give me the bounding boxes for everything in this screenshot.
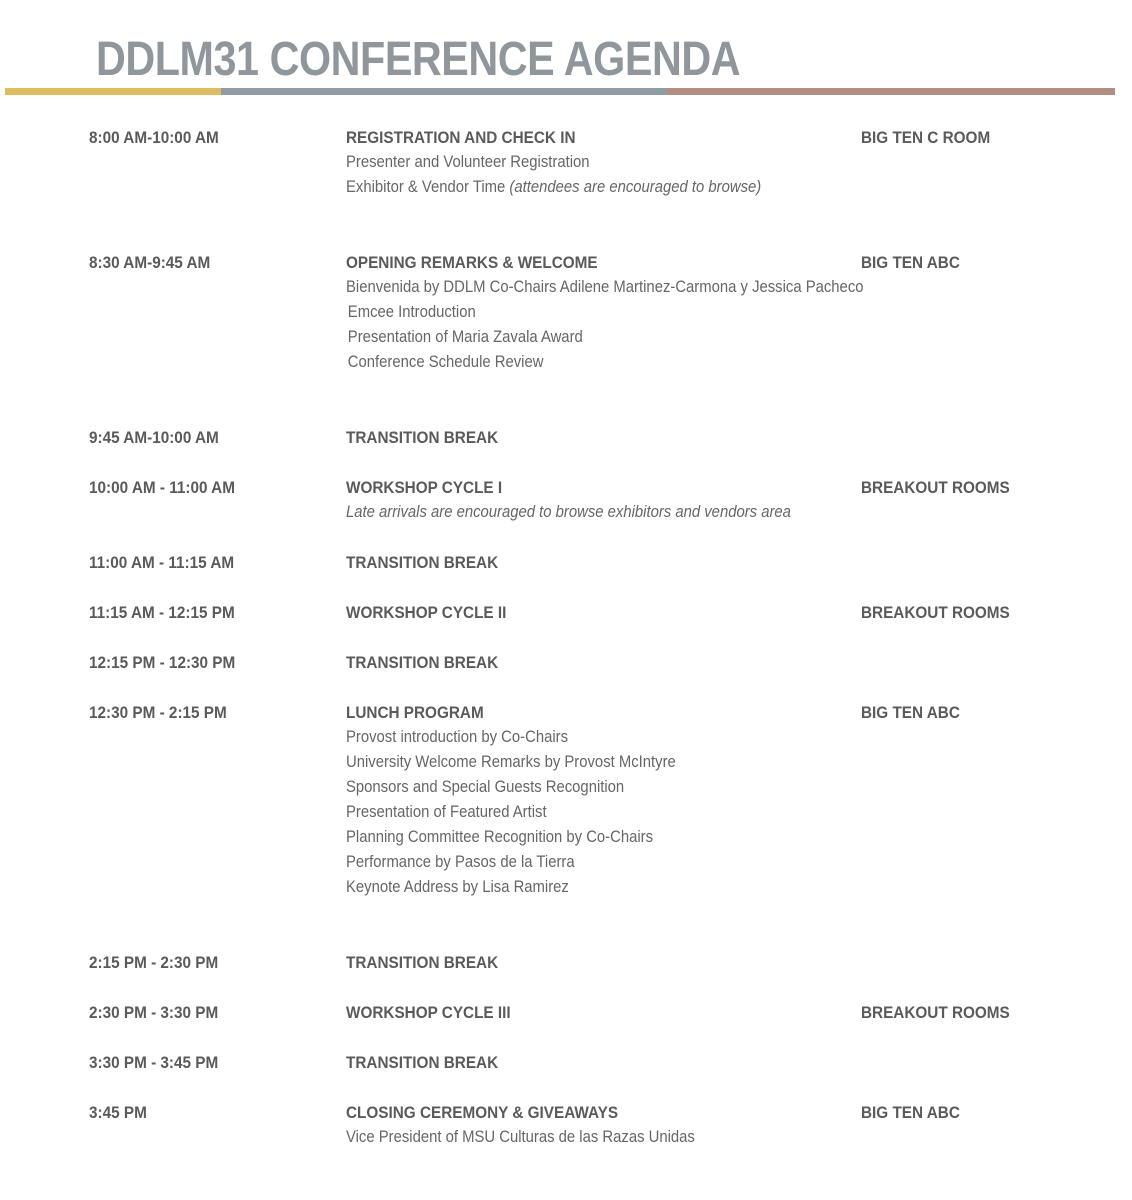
agenda-details (346, 275, 864, 375)
agenda-session-title: TRANSITION BREAK (346, 428, 499, 447)
agenda-details (346, 500, 791, 525)
agenda-detail-item: Emcee Introduction (347, 303, 476, 321)
agenda-time: 12:30 PM - 2:15 PM (89, 703, 227, 722)
page-title: DDLM31 CONFERENCE AGENDA (96, 33, 741, 86)
agenda-time: 8:00 AM-10:00 AM (89, 128, 219, 147)
agenda-detail-item: University Welcome Remarks by Provost McIntyre (346, 753, 676, 771)
agenda-detail-item: Exhibitor & Vendor Time (attendees are encouraged to browse) (346, 178, 762, 196)
agenda-room: BREAKOUT ROOMS (861, 1003, 1010, 1022)
agenda-session-title: OPENING REMARKS & WELCOME (346, 253, 598, 272)
title-rule-gray (221, 88, 667, 95)
agenda-detail-item: Bienvenida by DDLM Co-Chairs Adilene Martinez-Carmona y Jessica Pacheco (346, 278, 864, 296)
agenda-time: 12:15 PM - 12:30 PM (89, 653, 236, 672)
agenda-time: 8:30 AM-9:45 AM (89, 253, 211, 272)
agenda-detail-note: (attendees are encouraged to browse) (509, 178, 762, 196)
agenda-room: BIG TEN ABC (861, 1103, 960, 1122)
agenda-time: 3:30 PM - 3:45 PM (89, 1053, 219, 1072)
agenda-detail-note: Late arrivals are encouraged to browse exhibitors and vendors area (346, 503, 791, 521)
agenda-session-title: WORKSHOP CYCLE I (346, 478, 503, 497)
agenda-time: 2:15 PM - 2:30 PM (89, 953, 219, 972)
agenda-session-title: TRANSITION BREAK (346, 1053, 499, 1072)
agenda-room: BREAKOUT ROOMS (861, 478, 1010, 497)
agenda-detail-item: Provost introduction by Co-Chairs (346, 728, 569, 746)
agenda-session-title: REGISTRATION AND CHECK IN (346, 128, 576, 147)
agenda-room: BREAKOUT ROOMS (861, 603, 1010, 622)
agenda-session-title: LUNCH PROGRAM (346, 703, 484, 722)
agenda-detail-item: Presenter and Volunteer Registration (346, 153, 590, 171)
agenda-session-title: WORKSHOP CYCLE II (346, 603, 507, 622)
agenda-details (346, 1125, 695, 1150)
agenda-session-title: TRANSITION BREAK (346, 653, 499, 672)
agenda-time: 11:00 AM - 11:15 AM (89, 553, 235, 572)
agenda-session-title: CLOSING CEREMONY & GIVEAWAYS (346, 1103, 619, 1122)
agenda-room: BIG TEN ABC (861, 703, 960, 722)
agenda-session-title: TRANSITION BREAK (346, 953, 499, 972)
agenda-detail-item: Conference Schedule Review (347, 353, 544, 371)
agenda-detail-item: Presentation of Maria Zavala Award (347, 328, 583, 346)
agenda-session-title: TRANSITION BREAK (346, 553, 499, 572)
agenda-session-title: WORKSHOP CYCLE III (346, 1003, 511, 1022)
agenda-details (346, 150, 761, 200)
agenda-details (346, 725, 676, 900)
agenda-detail-item: Presentation of Featured Artist (346, 803, 547, 821)
agenda-time: 10:00 AM - 11:00 AM (89, 478, 235, 497)
agenda-time: 3:45 PM (89, 1103, 147, 1122)
agenda-detail-item: Keynote Address by Lisa Ramirez (346, 878, 569, 896)
agenda-detail-item: Vice President of MSU Culturas de las Razas Unidas (346, 1128, 695, 1146)
agenda-detail-item: Performance by Pasos de la Tierra (346, 853, 575, 871)
agenda-time: 9:45 AM-10:00 AM (89, 428, 219, 447)
agenda-time: 11:15 AM - 12:15 PM (89, 603, 235, 622)
title-rule (5, 88, 1115, 95)
agenda-detail-item (346, 500, 791, 525)
agenda-room: BIG TEN ABC (861, 253, 960, 272)
agenda-detail-item: Planning Committee Recognition by Co-Chairs (346, 828, 654, 846)
agenda-room: BIG TEN C ROOM (861, 128, 991, 147)
title-rule-gold (5, 88, 221, 95)
agenda-detail-item: Sponsors and Special Guests Recognition (346, 778, 625, 796)
agenda-time: 2:30 PM - 3:30 PM (89, 1003, 219, 1022)
title-rule-rose (667, 88, 1115, 95)
